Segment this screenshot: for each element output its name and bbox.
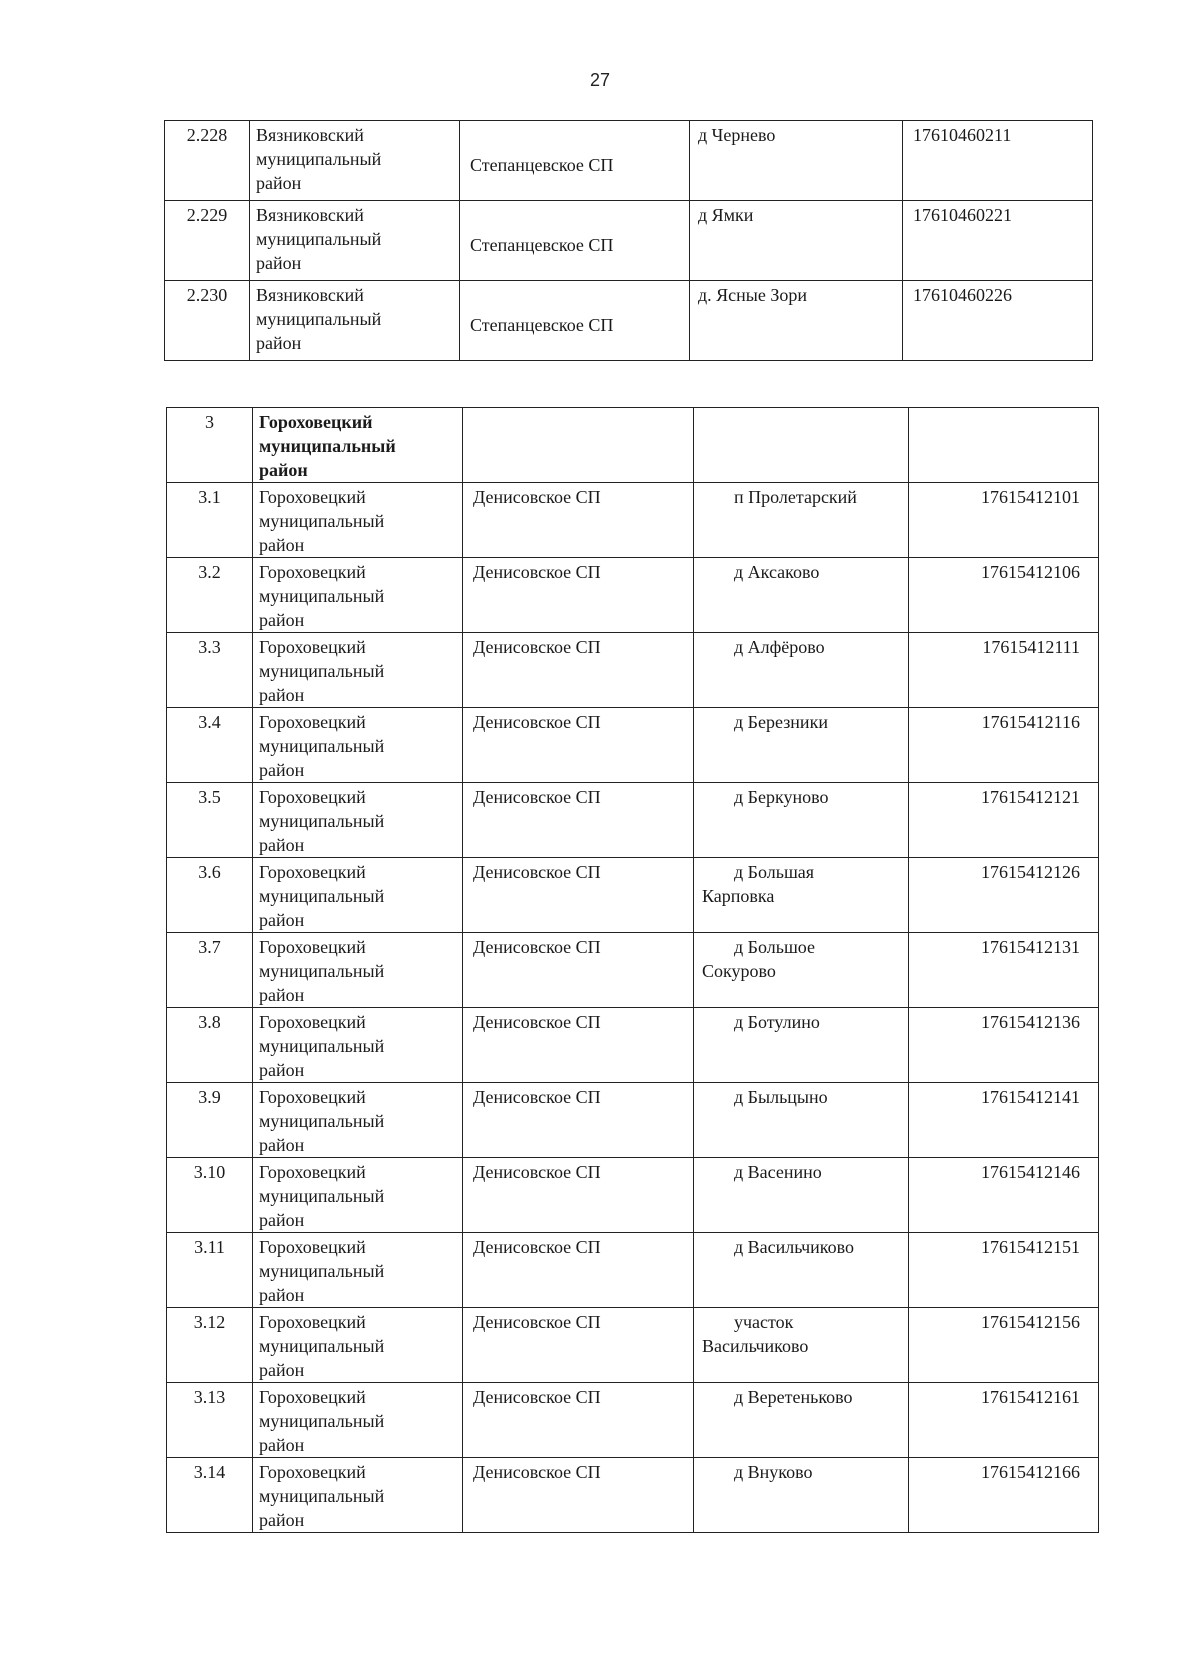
municipal-district [253,1233,463,1308]
row-number: 3.14 [167,1458,253,1533]
oktmo-code: 17615412131 [909,933,1099,1008]
district-line: район [259,1435,305,1455]
oktmo-code: 17615412156 [909,1308,1099,1383]
table-row [167,858,1099,933]
municipal-district [253,483,463,558]
table-row [167,1383,1099,1458]
district-line: муниципальный [256,229,382,249]
district-line: муниципальный [259,1486,385,1506]
municipal-district [253,1008,463,1083]
oktmo-code: 17610460226 [903,281,1093,361]
locality-line: Васильчиково [702,1336,809,1356]
district-line: муниципальный [259,1111,385,1131]
empty-cell [694,408,909,483]
locality-line: участок [734,1312,794,1332]
locality-line: д Веретеньково [734,1387,853,1407]
district-line: район [256,173,302,193]
oktmo-code: 17615412101 [909,483,1099,558]
table-row [167,708,1099,783]
locality-line: Сокурово [702,961,776,981]
oktmo-code: 17610460221 [903,201,1093,281]
municipal-district [253,558,463,633]
district-line: район [259,985,305,1005]
rural-settlement: Денисовское СП [463,1083,694,1158]
locality-line: д Аксаково [734,562,820,582]
district-line: Вязниковский [256,125,364,145]
municipal-district [250,201,460,281]
district-line: муниципальный [259,661,385,681]
municipal-district [250,281,460,361]
oktmo-code: 17615412106 [909,558,1099,633]
rural-settlement: Степанцевское СП [460,121,690,201]
oktmo-code: 17615412126 [909,858,1099,933]
district-line: район [259,1060,305,1080]
oktmo-code: 17615412116 [909,708,1099,783]
rural-settlement: Денисовское СП [463,708,694,783]
locality-name [694,933,909,1008]
district-name [253,408,463,483]
table-row [167,783,1099,858]
row-number: 3.6 [167,858,253,933]
rural-settlement: Денисовское СП [463,933,694,1008]
district-line: Гороховецкий [259,937,366,957]
district-line: район [259,610,305,630]
locality-line: д Ямки [698,205,754,225]
district-line: муниципальный [259,511,385,531]
district-line: муниципальный [256,149,382,169]
district-line: район [259,835,305,855]
oktmo-code: 17615412151 [909,1233,1099,1308]
locality-name [694,708,909,783]
row-number: 2.228 [165,121,250,201]
district-line: Гороховецкий [259,1162,366,1182]
rural-settlement: Денисовское СП [463,783,694,858]
district-line: район [259,535,305,555]
locality-line: д Березники [734,712,828,732]
locality-name [694,858,909,933]
table-row [167,933,1099,1008]
district-line: Вязниковский [256,285,364,305]
table-row [165,121,1093,201]
table-row [165,281,1093,361]
rural-settlement: Степанцевское СП [460,281,690,361]
locality-name [690,281,903,361]
rural-settlement: Денисовское СП [463,558,694,633]
locality-name [690,121,903,201]
oktmo-code: 17615412146 [909,1158,1099,1233]
table-row [167,483,1099,558]
locality-line: д Чернево [698,125,776,145]
rural-settlement: Денисовское СП [463,1308,694,1383]
rural-settlement: Денисовское СП [463,858,694,933]
district-line: муниципальный [259,961,385,981]
municipal-district [250,121,460,201]
locality-name [694,633,909,708]
locality-line: д Ботулино [734,1012,820,1032]
district-line: район [256,253,302,273]
district-line: Гороховецкий [259,1462,366,1482]
locality-line: п Пролетарский [734,487,857,507]
district-name-line: Гороховецкий [259,412,373,432]
oktmo-code: 17615412161 [909,1383,1099,1458]
district-line: район [259,760,305,780]
locality-line: д Беркуново [734,787,829,807]
empty-cell [463,408,694,483]
district-line: район [259,1510,305,1530]
district-number: 3 [167,408,253,483]
district-line: муниципальный [259,1036,385,1056]
municipal-district [253,633,463,708]
district-line: Вязниковский [256,205,364,225]
table-row [167,1308,1099,1383]
district-line: район [259,685,305,705]
row-number: 3.1 [167,483,253,558]
row-number: 3.9 [167,1083,253,1158]
municipal-district [253,933,463,1008]
municipal-district [253,858,463,933]
locality-name [694,1308,909,1383]
table-row [167,1008,1099,1083]
locality-line: д Алфёрово [734,637,825,657]
municipal-district [253,1158,463,1233]
registry-table-continuation [164,120,1093,361]
row-number: 3.2 [167,558,253,633]
district-line: район [259,1210,305,1230]
row-number: 3.10 [167,1158,253,1233]
district-line: муниципальный [259,1186,385,1206]
district-line: район [259,1360,305,1380]
municipal-district [253,1458,463,1533]
locality-line: д Васильчиково [734,1237,854,1257]
locality-line: д Внуково [734,1462,813,1482]
row-number: 3.7 [167,933,253,1008]
table-row [167,1458,1099,1533]
district-line: район [256,333,302,353]
empty-cell [909,408,1099,483]
district-line: Гороховецкий [259,712,366,732]
locality-name [694,483,909,558]
district-line: Гороховецкий [259,562,366,582]
oktmo-code: 17610460211 [903,121,1093,201]
row-number: 3.11 [167,1233,253,1308]
table-row [167,633,1099,708]
row-number: 3.5 [167,783,253,858]
locality-name [694,1083,909,1158]
locality-name [694,1158,909,1233]
district-line: район [259,910,305,930]
locality-name [690,201,903,281]
oktmo-code: 17615412111 [909,633,1099,708]
row-number: 3.8 [167,1008,253,1083]
rural-settlement: Денисовское СП [463,1158,694,1233]
locality-line: д. Ясные Зори [698,285,808,305]
row-number: 3.4 [167,708,253,783]
district-header-row [167,408,1099,483]
district-name-line: район [259,460,308,480]
row-number: 2.229 [165,201,250,281]
locality-line: д Большое [734,937,816,957]
locality-name [694,783,909,858]
district-line: Гороховецкий [259,1312,366,1332]
table-row [167,1083,1099,1158]
oktmo-code: 17615412166 [909,1458,1099,1533]
locality-name [694,1233,909,1308]
municipal-district [253,708,463,783]
locality-line: Карповка [702,886,775,906]
district-line: муниципальный [259,1261,385,1281]
row-number: 3.13 [167,1383,253,1458]
table-row [167,558,1099,633]
locality-name [694,1383,909,1458]
district-line: Гороховецкий [259,637,366,657]
row-number: 3.3 [167,633,253,708]
district-line: муниципальный [259,736,385,756]
district-line: Гороховецкий [259,1087,366,1107]
municipal-district [253,1083,463,1158]
oktmo-code: 17615412141 [909,1083,1099,1158]
table-row [167,1233,1099,1308]
district-line: муниципальный [256,309,382,329]
district-line: Гороховецкий [259,1012,366,1032]
locality-line: д Быльцыно [734,1087,828,1107]
district-line: Гороховецкий [259,862,366,882]
locality-name [694,558,909,633]
rural-settlement: Денисовское СП [463,633,694,708]
locality-line: д Васенино [734,1162,822,1182]
district-line: муниципальный [259,1411,385,1431]
district-line: район [259,1285,305,1305]
district-line: Гороховецкий [259,1387,366,1407]
district-line: муниципальный [259,586,385,606]
rural-settlement: Степанцевское СП [460,201,690,281]
table-row [165,201,1093,281]
oktmo-code: 17615412121 [909,783,1099,858]
locality-name [694,1008,909,1083]
municipal-district [253,1383,463,1458]
district-line: Гороховецкий [259,487,366,507]
municipal-district [253,783,463,858]
row-number: 3.12 [167,1308,253,1383]
rural-settlement: Денисовское СП [463,1458,694,1533]
district-name-line: муниципальный [259,436,396,456]
district-line: муниципальный [259,886,385,906]
district-line: муниципальный [259,1336,385,1356]
district-line: Гороховецкий [259,787,366,807]
rural-settlement: Денисовское СП [463,1383,694,1458]
table-row [167,1158,1099,1233]
locality-name [694,1458,909,1533]
district-line: район [259,1135,305,1155]
municipal-district [253,1308,463,1383]
registry-table-gorokhovets [166,407,1099,1533]
rural-settlement: Денисовское СП [463,1233,694,1308]
oktmo-code: 17615412136 [909,1008,1099,1083]
district-line: Гороховецкий [259,1237,366,1257]
rural-settlement: Денисовское СП [463,483,694,558]
locality-line: д Большая [734,862,815,882]
row-number: 2.230 [165,281,250,361]
page-number: 27 [589,70,611,90]
rural-settlement: Денисовское СП [463,1008,694,1083]
district-line: муниципальный [259,811,385,831]
